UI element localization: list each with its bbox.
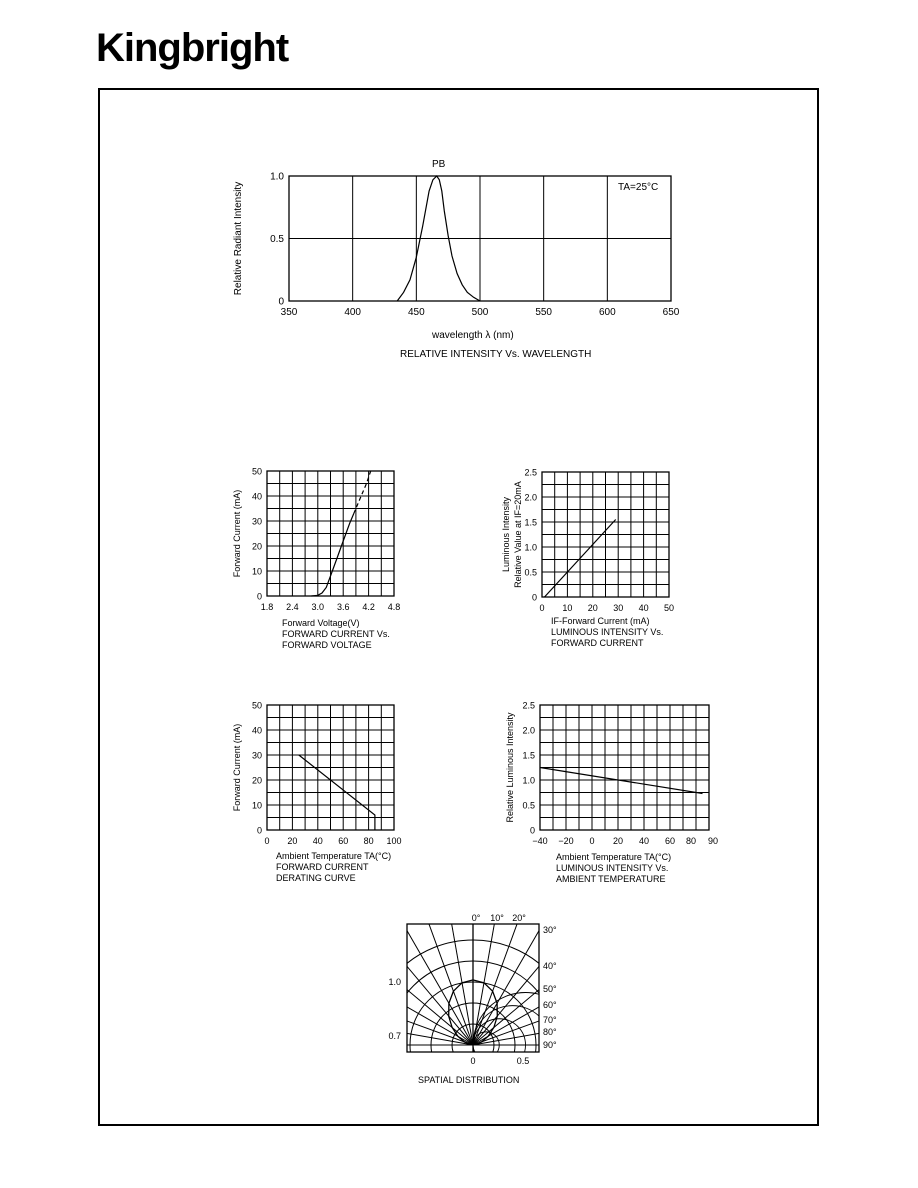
polar-spoke bbox=[300, 945, 473, 1045]
x-tick-label: 450 bbox=[407, 307, 425, 318]
x-tick-label: 80 bbox=[363, 836, 374, 846]
x-tick-label: 50 bbox=[663, 603, 675, 613]
x-axis-label: IF-Forward Current (mA) bbox=[551, 616, 650, 626]
x-tick-label: 500 bbox=[471, 307, 489, 318]
y-tick-label: 1.5 bbox=[522, 750, 535, 761]
x-tick-label: 60 bbox=[664, 836, 676, 846]
x-axis-label: Forward Voltage(V) bbox=[282, 618, 360, 628]
x-tick-label: −40 bbox=[532, 836, 548, 846]
y-tick-label: 2.0 bbox=[524, 492, 537, 503]
x-tick-label: 550 bbox=[535, 307, 553, 318]
y-tick-label: 1.0 bbox=[270, 171, 284, 183]
y-tick-label: 0.5 bbox=[522, 800, 535, 811]
angle-label: 10° bbox=[490, 913, 504, 923]
angle-label: 40° bbox=[543, 961, 557, 971]
y-axis-label: Relative Luminous Intensity bbox=[505, 712, 515, 823]
y-tick-label: 40 bbox=[251, 491, 262, 502]
x-axis-label: Ambient Temperature TA(°C) bbox=[556, 852, 672, 862]
y-tick-label: 30 bbox=[251, 516, 262, 527]
radial-label: 0.5 bbox=[516, 1056, 530, 1066]
x-tick-label: 2.4 bbox=[286, 602, 299, 612]
y-tick-label: 0 bbox=[278, 296, 284, 308]
chart-caption: LUMINOUS INTENSITY Vs. bbox=[551, 627, 664, 637]
angle-label: 0° bbox=[471, 913, 481, 923]
y-tick-label: 0 bbox=[256, 825, 262, 836]
condition-note: TA=25°C bbox=[618, 182, 659, 193]
peak-annotation: PB bbox=[432, 159, 446, 170]
x-axis-label: Ambient Temperature TA(°C) bbox=[276, 851, 392, 861]
x-tick-label: 3.0 bbox=[311, 602, 325, 612]
angle-label: 80° bbox=[543, 1027, 557, 1037]
y-tick-label: 0.5 bbox=[270, 234, 284, 245]
x-tick-label: 40 bbox=[638, 603, 649, 613]
y-tick-label: 0 bbox=[531, 592, 537, 603]
x-tick-label: 650 bbox=[662, 307, 680, 318]
x-tick-label: 30 bbox=[613, 603, 624, 613]
y-tick-label: 2.5 bbox=[524, 467, 537, 478]
y-axis-label: Relative Radiant Intensity bbox=[233, 181, 244, 296]
y-tick-label: 0 bbox=[529, 825, 535, 836]
chart-4 bbox=[232, 701, 402, 884]
y-tick-label: 20 bbox=[251, 541, 262, 552]
chart-caption: FORWARD CURRENT bbox=[276, 862, 369, 872]
x-tick-label: 0 bbox=[589, 836, 595, 846]
y-tick-label: 20 bbox=[251, 775, 262, 786]
angle-label: 90° bbox=[543, 1040, 557, 1050]
y-axis-label: Luminous Intensity bbox=[501, 496, 511, 573]
x-tick-label: 4.8 bbox=[387, 602, 401, 612]
chart-caption: LUMINOUS INTENSITY Vs. bbox=[556, 863, 669, 873]
chart-caption: FORWARD VOLTAGE bbox=[282, 640, 372, 650]
polar-spoke bbox=[473, 945, 646, 1045]
y-tick-label: 0.5 bbox=[524, 567, 537, 578]
x-tick-label: 600 bbox=[598, 307, 616, 318]
x-tick-label: 40 bbox=[312, 836, 323, 846]
x-tick-label: 350 bbox=[280, 307, 298, 318]
x-tick-label: 4.2 bbox=[362, 602, 375, 612]
x-tick-label: 40 bbox=[638, 836, 650, 846]
x-tick-label: −20 bbox=[558, 836, 574, 846]
chart-caption: DERATING CURVE bbox=[276, 873, 356, 883]
chart-caption: FORWARD CURRENT Vs. bbox=[282, 629, 390, 639]
x-tick-label: 400 bbox=[344, 307, 362, 318]
y-axis-label: Forward Current (mA) bbox=[232, 723, 242, 812]
left-scale-label: 1.0 bbox=[388, 977, 401, 987]
x-tick-label: 0 bbox=[539, 603, 545, 613]
y-tick-label: 0 bbox=[256, 591, 262, 602]
y-tick-label: 1.0 bbox=[522, 775, 535, 786]
angle-label: 50° bbox=[543, 984, 557, 994]
left-scale-label: 0.7 bbox=[388, 1031, 401, 1041]
x-tick-label: 80 bbox=[685, 836, 696, 846]
x-tick-label: 20 bbox=[612, 836, 624, 846]
y-tick-label: 10 bbox=[251, 800, 262, 811]
chart-caption: SPATIAL DISTRIBUTION bbox=[418, 1075, 520, 1085]
y-axis-label: Relative Value at IF=20mA bbox=[513, 481, 523, 588]
kingbright-logo: Kingbright bbox=[96, 26, 289, 70]
y-tick-label: 2.0 bbox=[522, 725, 535, 736]
y-tick-label: 30 bbox=[251, 750, 262, 761]
angle-label: 60° bbox=[543, 1000, 557, 1010]
x-tick-label: 0 bbox=[264, 836, 270, 846]
chart-caption: AMBIENT TEMPERATURE bbox=[556, 874, 666, 884]
y-tick-label: 1.5 bbox=[524, 517, 537, 528]
y-tick-label: 50 bbox=[251, 700, 262, 711]
y-tick-label: 10 bbox=[251, 566, 262, 577]
y-tick-label: 40 bbox=[251, 725, 262, 736]
chart-caption: RELATIVE INTENSITY Vs. WAVELENGTH bbox=[400, 349, 592, 360]
angle-label: 70° bbox=[543, 1015, 557, 1025]
x-tick-label: 20 bbox=[587, 603, 598, 613]
x-tick-label: 60 bbox=[338, 836, 349, 846]
angle-label: 30° bbox=[543, 925, 557, 935]
chart-spatial-distribution bbox=[273, 845, 673, 1150]
x-axis-label: wavelength λ (nm) bbox=[432, 330, 514, 341]
y-tick-label: 1.0 bbox=[524, 542, 537, 553]
x-tick-label: 20 bbox=[287, 836, 298, 846]
chart-caption: FORWARD CURRENT bbox=[551, 638, 644, 648]
chart-2 bbox=[232, 467, 400, 651]
y-tick-label: 50 bbox=[251, 466, 262, 477]
x-tick-label: 100 bbox=[386, 836, 402, 846]
chart-3 bbox=[501, 468, 674, 649]
x-tick-label: 10 bbox=[562, 603, 573, 613]
x-tick-label: 1.8 bbox=[260, 602, 274, 612]
x-tick-label: 3.6 bbox=[336, 602, 350, 612]
x-tick-label: 90 bbox=[708, 836, 719, 846]
y-axis-label: Forward Current (mA) bbox=[232, 489, 242, 578]
y-tick-label: 2.5 bbox=[522, 700, 535, 711]
chart-1 bbox=[233, 159, 680, 360]
radial-label: 0 bbox=[470, 1056, 476, 1066]
angle-label: 20° bbox=[512, 913, 526, 923]
chart-5 bbox=[505, 701, 718, 885]
